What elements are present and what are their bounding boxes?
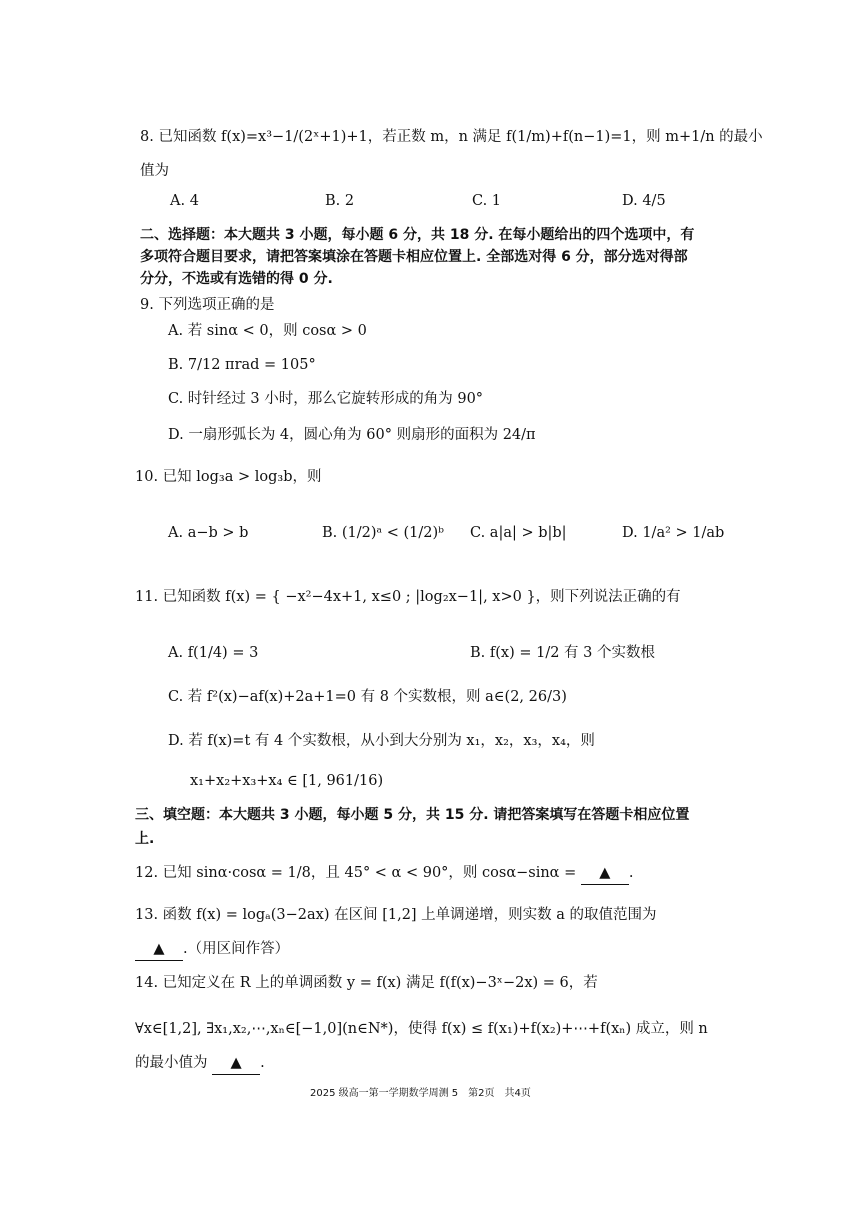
q12-answer-blank: ▲: [581, 862, 629, 885]
q11-option-d: D. 若 f(x)=t 有 4 个实数根，从小到大分别为 x₁，x₂，x₃，x₄，则: [168, 733, 595, 749]
q11-option-b: B. f(x) = 1/2 有 3 个实数根: [470, 645, 655, 661]
q8-option-b: B. 2: [325, 193, 355, 209]
q10-option-d: D. 1/a² > 1/ab: [622, 525, 725, 541]
q9-option-b: B. 7/12 πrad = 105°: [168, 357, 316, 373]
q8-text-cont: 值为: [140, 163, 169, 179]
page-footer: 2025 级高一第一学期数学周测 5 第2页 共4页: [310, 1088, 531, 1099]
q14-text: 14. 已知定义在 R 上的单调函数 y = f(x) 满足 f(f(x)−3ˣ−2x) = 6，若: [135, 975, 598, 991]
q9-text: 9. 下列选项正确的是: [140, 297, 275, 313]
q8-option-a: A. 4: [170, 193, 199, 209]
q13-answer-line: [135, 938, 289, 961]
section3-line1: 三、填空题：本大题共 3 小题，每小题 5 分，共 15 分. 请把答案填写在答题卡相应位置: [135, 807, 690, 823]
q14-answer-blank: ▲: [212, 1052, 260, 1075]
q11-option-c: C. 若 f²(x)−af(x)+2a+1=0 有 8 个实数根，则 a∈(2, 26/3): [168, 689, 567, 705]
q8-option-c: C. 1: [472, 193, 502, 209]
section2-line1: 二、选择题：本大题共 3 小题，每小题 6 分，共 18 分. 在每小题给出的四个选项中，有: [140, 227, 695, 243]
q12-text: [135, 862, 633, 885]
q14-end: .: [260, 1055, 265, 1071]
q14-stem-end: 的最小值为: [135, 1055, 208, 1071]
q13-answer-blank: ▲: [135, 938, 183, 961]
q14-answer-line: [135, 1052, 265, 1075]
q13-end: .（用区间作答）: [183, 941, 290, 957]
q9-option-a: A. 若 sinα < 0，则 cosα > 0: [168, 323, 367, 339]
q14-text-cont: ∀x∈[1,2], ∃x₁,x₂,⋯,xₙ∈[−1,0](n∈N*)，使得 f(x) ≤ f(x₁)+f(x₂)+⋯+f(xₙ) 成立，则 n: [135, 1021, 708, 1037]
q9-option-d: D. 一扇形弧长为 4，圆心角为 60° 则扇形的面积为 24/π: [168, 427, 536, 443]
q10-option-b: B. (1/2)ᵃ < (1/2)ᵇ: [322, 525, 444, 541]
section3-line2: 上.: [135, 831, 155, 847]
q8-text: 8. 已知函数 f(x)=x³−1/(2ˣ+1)+1，若正数 m，n 满足 f(1/m)+f(n−1)=1，则 m+1/n 的最小: [140, 129, 763, 145]
section2-line3: 分分，不选或有选错的得 0 分.: [140, 271, 333, 287]
q9-option-c: C. 时针经过 3 小时，那么它旋转形成的角为 90°: [168, 391, 484, 407]
q12-end: .: [628, 865, 634, 881]
section2-line2: 多项符合题目要求，请把答案填涂在答题卡相应位置上. 全部选对得 6 分，部分选对得部: [140, 249, 688, 265]
q11-option-a: A. f(1/4) = 3: [168, 645, 259, 661]
q11-option-d-cont: x₁+x₂+x₃+x₄ ∈ [1, 961/16): [190, 773, 384, 789]
q10-option-c: C. a|a| > b|b|: [470, 525, 567, 541]
q10-option-a: A. a−b > b: [168, 525, 249, 541]
q10-text: 10. 已知 log₃a > log₃b，则: [135, 469, 322, 485]
q8-option-d: D. 4/5: [622, 193, 666, 209]
q12-stem: 12. 已知 sinα·cosα = 1/8，且 45° < α < 90°，则 cosα−sinα =: [135, 865, 577, 881]
q13-text: 13. 函数 f(x) = logₐ(3−2ax) 在区间 [1,2] 上单调递增，则实数 a 的取值范围为: [135, 907, 657, 923]
q11-text: 11. 已知函数 f(x) = { −x²−4x+1, x≤0 ; |log₂x−1|, x>0 }，则下列说法正确的有: [135, 589, 681, 605]
